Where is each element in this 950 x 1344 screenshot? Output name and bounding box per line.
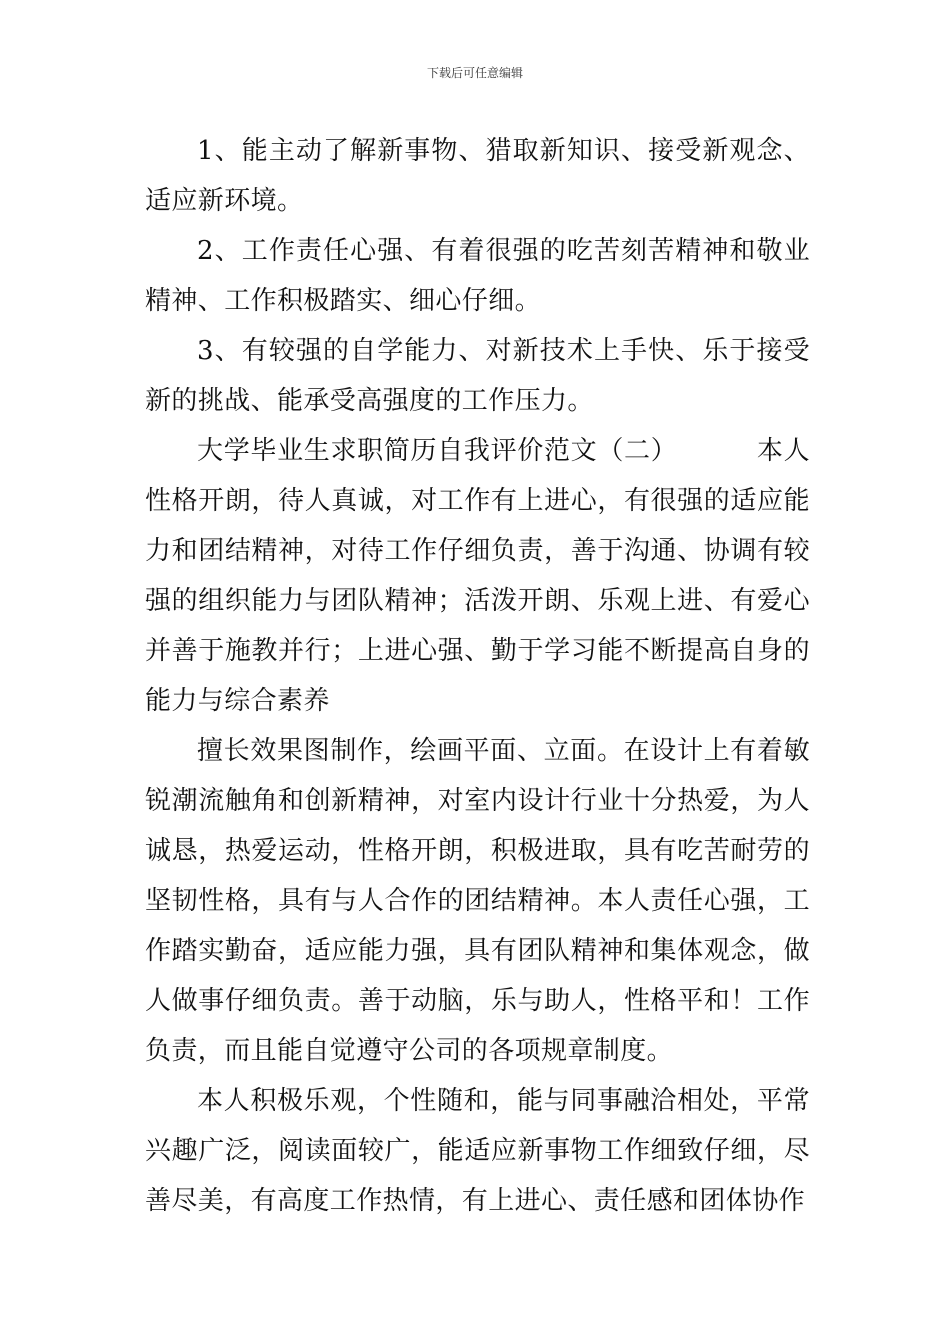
paragraph-2: 2、工作责任心强、有着很强的吃苦刻苦精神和敬业精神、工作积极踏实、细心仔细。 — [145, 236, 810, 316]
section-body: 本人性格开朗，待人真诚，对工作有上进心，有很强的适应能力和团结精神，对待工作仔细负责，善于沟通、协调有较强的组织能力与团队精神；活泼开朗、乐观上进、有爱心并善于施教并行；上进心强、勤于学习能不断提高自身的能力与综合素养 — [145, 436, 810, 716]
title-gap — [677, 436, 756, 466]
paragraph-6: 本人积极乐观，个性随和，能与同事融洽相处，平常兴趣广泛，阅读面较广，能适应新事物工作细致仔细，尽善尽美，有高度工作热情，有上进心、责任感和团体协作 — [145, 1086, 810, 1216]
paragraph-1: 1、能主动了解新事物、猎取新知识、接受新观念、适应新环境。 — [145, 136, 810, 216]
document-body — [145, 126, 810, 1226]
paragraph-5: 擅长效果图制作，绘画平面、立面。在设计上有着敏锐潮流触角和创新精神，对室内设计行业十分热爱，为人诚恳，热爱运动，性格开朗，积极进取，具有吃苦耐劳的坚韧性格，具有与人合作的团结精神。本人责任心强，工作踏实勤奋，适应能力强，具有团队精神和集体观念，做人做事仔细负责。善于动脑，乐与助人，性格平和！工作负责，而且能自觉遵守公司的各项规章制度。 — [145, 736, 810, 1066]
paragraph-3: 3、有较强的自学能力、对新技术上手快、乐于接受新的挑战、能承受高强度的工作压力。 — [145, 336, 810, 416]
section-paragraph — [145, 426, 810, 726]
section-title: 大学毕业生求职简历自我评价范文（二） — [197, 436, 678, 466]
page-header: 下载后可任意编辑 — [426, 66, 523, 80]
